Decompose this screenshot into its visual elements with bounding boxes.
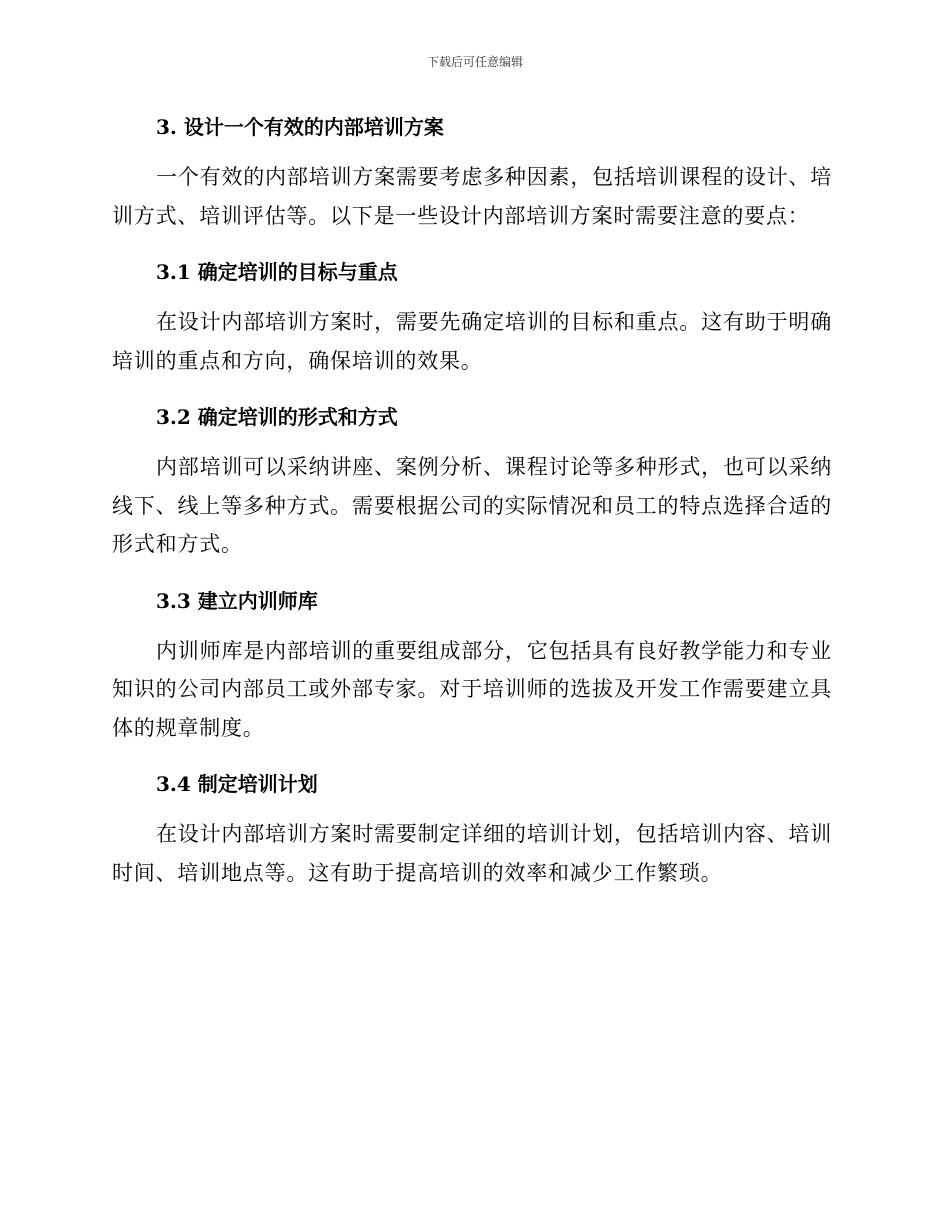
section-heading-3-3: 3.3 建立内训师库	[156, 588, 318, 613]
section-heading-3-4: 3.4 制定培训计划	[156, 772, 318, 796]
section-paragraph-3-2: 内部培训可以采纳讲座、案例分析、课程讨论等多种形式，也可以采纳线下、线上等多种方式。需要根据公司的实际情况和员工的特点选择合适的形式和方式。	[112, 455, 832, 556]
page-header: 下载后可任意编辑	[426, 55, 523, 69]
section-heading-3-2: 3.2 确定培训的形式和方式	[156, 405, 398, 429]
section-paragraph-3-1: 在设计内部培训方案时，需要先确定培训的目标和重点。这有助于明确培训的重点和方向，确保培训的效果。	[112, 310, 832, 373]
section-heading-3-1: 3.1 确定培训的目标与重点	[156, 260, 398, 284]
section-paragraph-3-3: 内训师库是内部培训的重要组成部分，它包括具有良好教学能力和专业知识的公司内部员工或外部专家。对于培训师的选拔及开发工作需要建立具体的规章制度。	[112, 638, 832, 740]
document-body	[112, 110, 832, 892]
section-paragraph-3: 一个有效的内部培训方案需要考虑多种因素，包括培训课程的设计、培训方式、培训评估等。以下是一些设计内部培训方案时需要注意的要点：	[112, 165, 832, 228]
section-heading-3: 3. 设计一个有效的内部培训方案	[156, 115, 444, 139]
section-paragraph-3-4: 在设计内部培训方案时需要制定详细的培训计划，包括培训内容、培训时间、培训地点等。这有助于提高培训的效率和减少工作繁琐。	[112, 822, 832, 885]
